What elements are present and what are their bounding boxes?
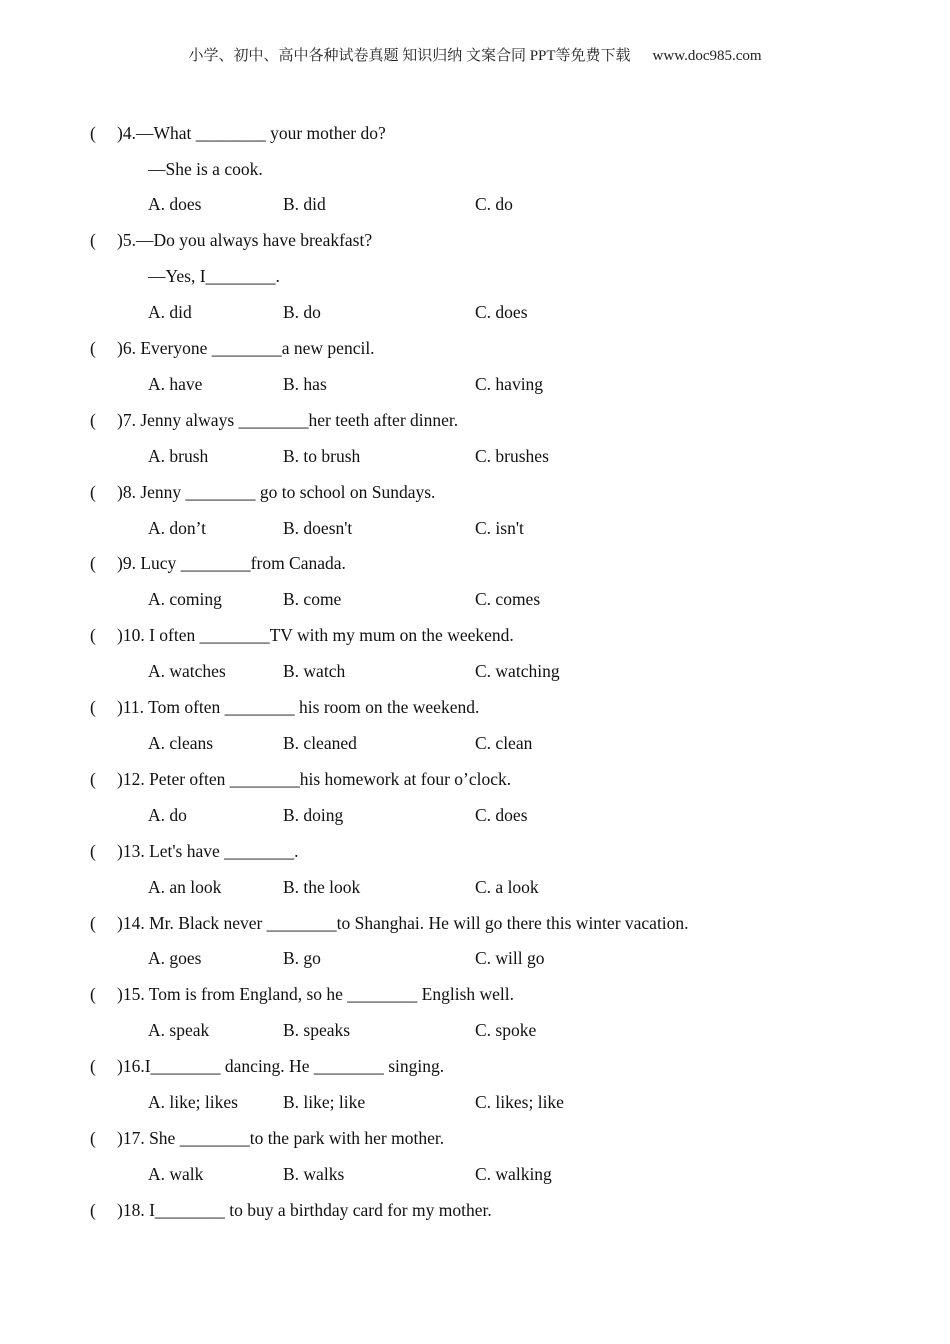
option-b: B. watch bbox=[283, 661, 346, 681]
question-text: )6. Everyone ________a new pencil. bbox=[117, 338, 375, 358]
option-a: A. watches bbox=[148, 661, 226, 681]
option-c: C. walking bbox=[475, 1164, 552, 1184]
option-a: A. like; likes bbox=[148, 1092, 238, 1112]
header-website: www.doc985.com bbox=[652, 48, 762, 64]
question-text: )16.I________ dancing. He ________ singing. bbox=[117, 1056, 445, 1076]
question-text: )10. I often ________TV with my mum on the weekend. bbox=[117, 625, 514, 645]
option-a: A. have bbox=[148, 374, 203, 394]
option-c: C. likes; like bbox=[475, 1092, 564, 1112]
answer-bracket: ( bbox=[90, 1128, 96, 1148]
dialogue-reply: —She is a cook. bbox=[148, 159, 263, 179]
answer-bracket: ( bbox=[90, 123, 96, 143]
option-c: C. isn't bbox=[475, 518, 524, 538]
option-c: C. brushes bbox=[475, 446, 549, 466]
option-b: B. speaks bbox=[283, 1020, 351, 1040]
answer-bracket: ( bbox=[90, 410, 96, 430]
option-a: A. speak bbox=[148, 1020, 210, 1040]
option-c: C. a look bbox=[475, 877, 539, 897]
header-promo-text: 小学、初中、高中各种试卷真题 知识归纳 文案合同 PPT等免费下载 bbox=[188, 48, 631, 64]
option-c: C. do bbox=[475, 194, 513, 214]
option-b: B. to brush bbox=[283, 446, 361, 466]
option-c: C. does bbox=[475, 805, 528, 825]
question-text: )14. Mr. Black never ________to Shanghai. He will go there this winter vacation. bbox=[117, 913, 689, 933]
question-text: )15. Tom is from England, so he ________ English well. bbox=[117, 984, 515, 1004]
answer-bracket: ( bbox=[90, 1200, 96, 1220]
option-c: C. spoke bbox=[475, 1020, 537, 1040]
option-c: C. will go bbox=[475, 948, 545, 968]
option-b: B. like; like bbox=[283, 1092, 366, 1112]
option-c: C. watching bbox=[475, 661, 560, 681]
question-text: )8. Jenny ________ go to school on Sundays. bbox=[117, 482, 436, 502]
page-header bbox=[0, 44, 950, 65]
option-a: A. don’t bbox=[148, 518, 207, 538]
option-a: A. an look bbox=[148, 877, 222, 897]
question-text: )11. Tom often ________ his room on the weekend. bbox=[117, 697, 480, 717]
option-b: B. the look bbox=[283, 877, 361, 897]
answer-bracket: ( bbox=[90, 230, 96, 250]
answer-bracket: ( bbox=[90, 338, 96, 358]
answer-bracket: ( bbox=[90, 984, 96, 1004]
option-c: C. does bbox=[475, 302, 528, 322]
answer-bracket: ( bbox=[90, 625, 96, 645]
question-text: )13. Let's have ________. bbox=[117, 841, 299, 861]
option-c: C. having bbox=[475, 374, 544, 394]
answer-bracket: ( bbox=[90, 769, 96, 789]
option-b: B. has bbox=[283, 374, 327, 394]
answer-bracket: ( bbox=[90, 553, 96, 573]
option-b: B. come bbox=[283, 589, 342, 609]
option-b: B. go bbox=[283, 948, 321, 968]
option-a: A. brush bbox=[148, 446, 209, 466]
option-b: B. doing bbox=[283, 805, 344, 825]
option-a: A. do bbox=[148, 805, 187, 825]
answer-bracket: ( bbox=[90, 1056, 96, 1076]
answer-bracket: ( bbox=[90, 841, 96, 861]
question-text: )4.—What ________ your mother do? bbox=[117, 123, 386, 143]
option-b: B. cleaned bbox=[283, 733, 357, 753]
question-text: )12. Peter often ________his homework at four o’clock. bbox=[117, 769, 512, 789]
answer-bracket: ( bbox=[90, 697, 96, 717]
answer-bracket: ( bbox=[90, 482, 96, 502]
dialogue-reply: —Yes, I________. bbox=[148, 266, 280, 286]
option-b: B. did bbox=[283, 194, 326, 214]
question-text: )18. I________ to buy a birthday card for my mother. bbox=[117, 1200, 492, 1220]
answer-bracket: ( bbox=[90, 913, 96, 933]
option-c: C. clean bbox=[475, 733, 533, 753]
option-b: B. walks bbox=[283, 1164, 345, 1184]
question-text: )7. Jenny always ________her teeth after dinner. bbox=[117, 410, 459, 430]
question-text: )17. She ________to the park with her mother. bbox=[117, 1128, 445, 1148]
option-b: B. do bbox=[283, 302, 321, 322]
option-a: A. does bbox=[148, 194, 202, 214]
option-c: C. comes bbox=[475, 589, 541, 609]
option-a: A. coming bbox=[148, 589, 222, 609]
option-a: A. cleans bbox=[148, 733, 214, 753]
question-text: )9. Lucy ________from Canada. bbox=[117, 553, 346, 573]
option-b: B. doesn't bbox=[283, 518, 353, 538]
option-a: A. goes bbox=[148, 948, 202, 968]
question-text: )5.—Do you always have breakfast? bbox=[117, 230, 373, 250]
option-a: A. did bbox=[148, 302, 192, 322]
option-a: A. walk bbox=[148, 1164, 204, 1184]
